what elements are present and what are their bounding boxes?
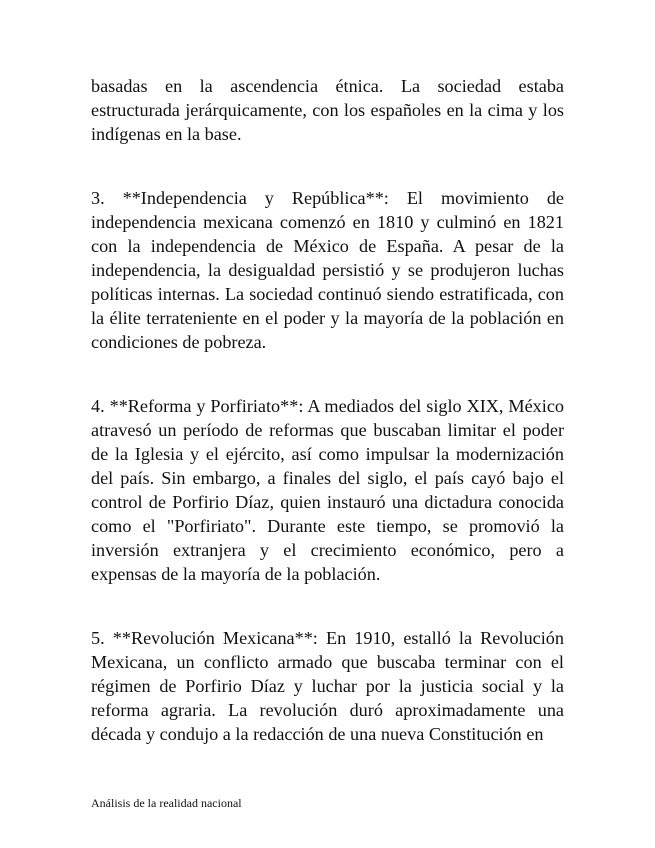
paragraph-reforma: 4. **Reforma y Porfiriato**: A mediados del siglo XIX, México atravesó un período de reformas que buscaban limitar el poder de la Iglesia y el ejército, así como impulsar la modernización del país. Sin embargo, a finales del siglo, el país cayó bajo el control de Porfirio Díaz, quien instauró una dictadura conocida como el "Porfiriato". Durante este tiempo, se promovió la inversión extranjera y el crecimiento económico, pero a expensas de la mayoría de la población.	[91, 396, 564, 584]
document-body	[91, 74, 564, 746]
paragraph-revolucion: 5. **Revolución Mexicana**: En 1910, estalló la Revolución Mexicana, un conflicto armado que buscaba terminar con el régimen de Porfirio Díaz y luchar por la justicia social y la reforma agraria. La revolución duró aproximadamente una década y condujo a la redacción de una nueva Constitución en	[91, 628, 564, 744]
page-footer: Análisis de la realidad nacional	[91, 796, 242, 810]
paragraph-continuation: basadas en la ascendencia étnica. La sociedad estaba estructurada jerárquicamente, con los españoles en la cima y los indígenas en la base.	[91, 76, 564, 144]
paragraph-independencia: 3. **Independencia y República**: El movimiento de independencia mexicana comenzó en 1810 y culminó en 1821 con la independencia de México de España. A pesar de la independencia, la desigualdad persistió y se produjeron luchas políticas internas. La sociedad continuó siendo estratificada, con la élite terrateniente en el poder y la mayoría de la población en condiciones de pobreza.	[91, 188, 564, 352]
